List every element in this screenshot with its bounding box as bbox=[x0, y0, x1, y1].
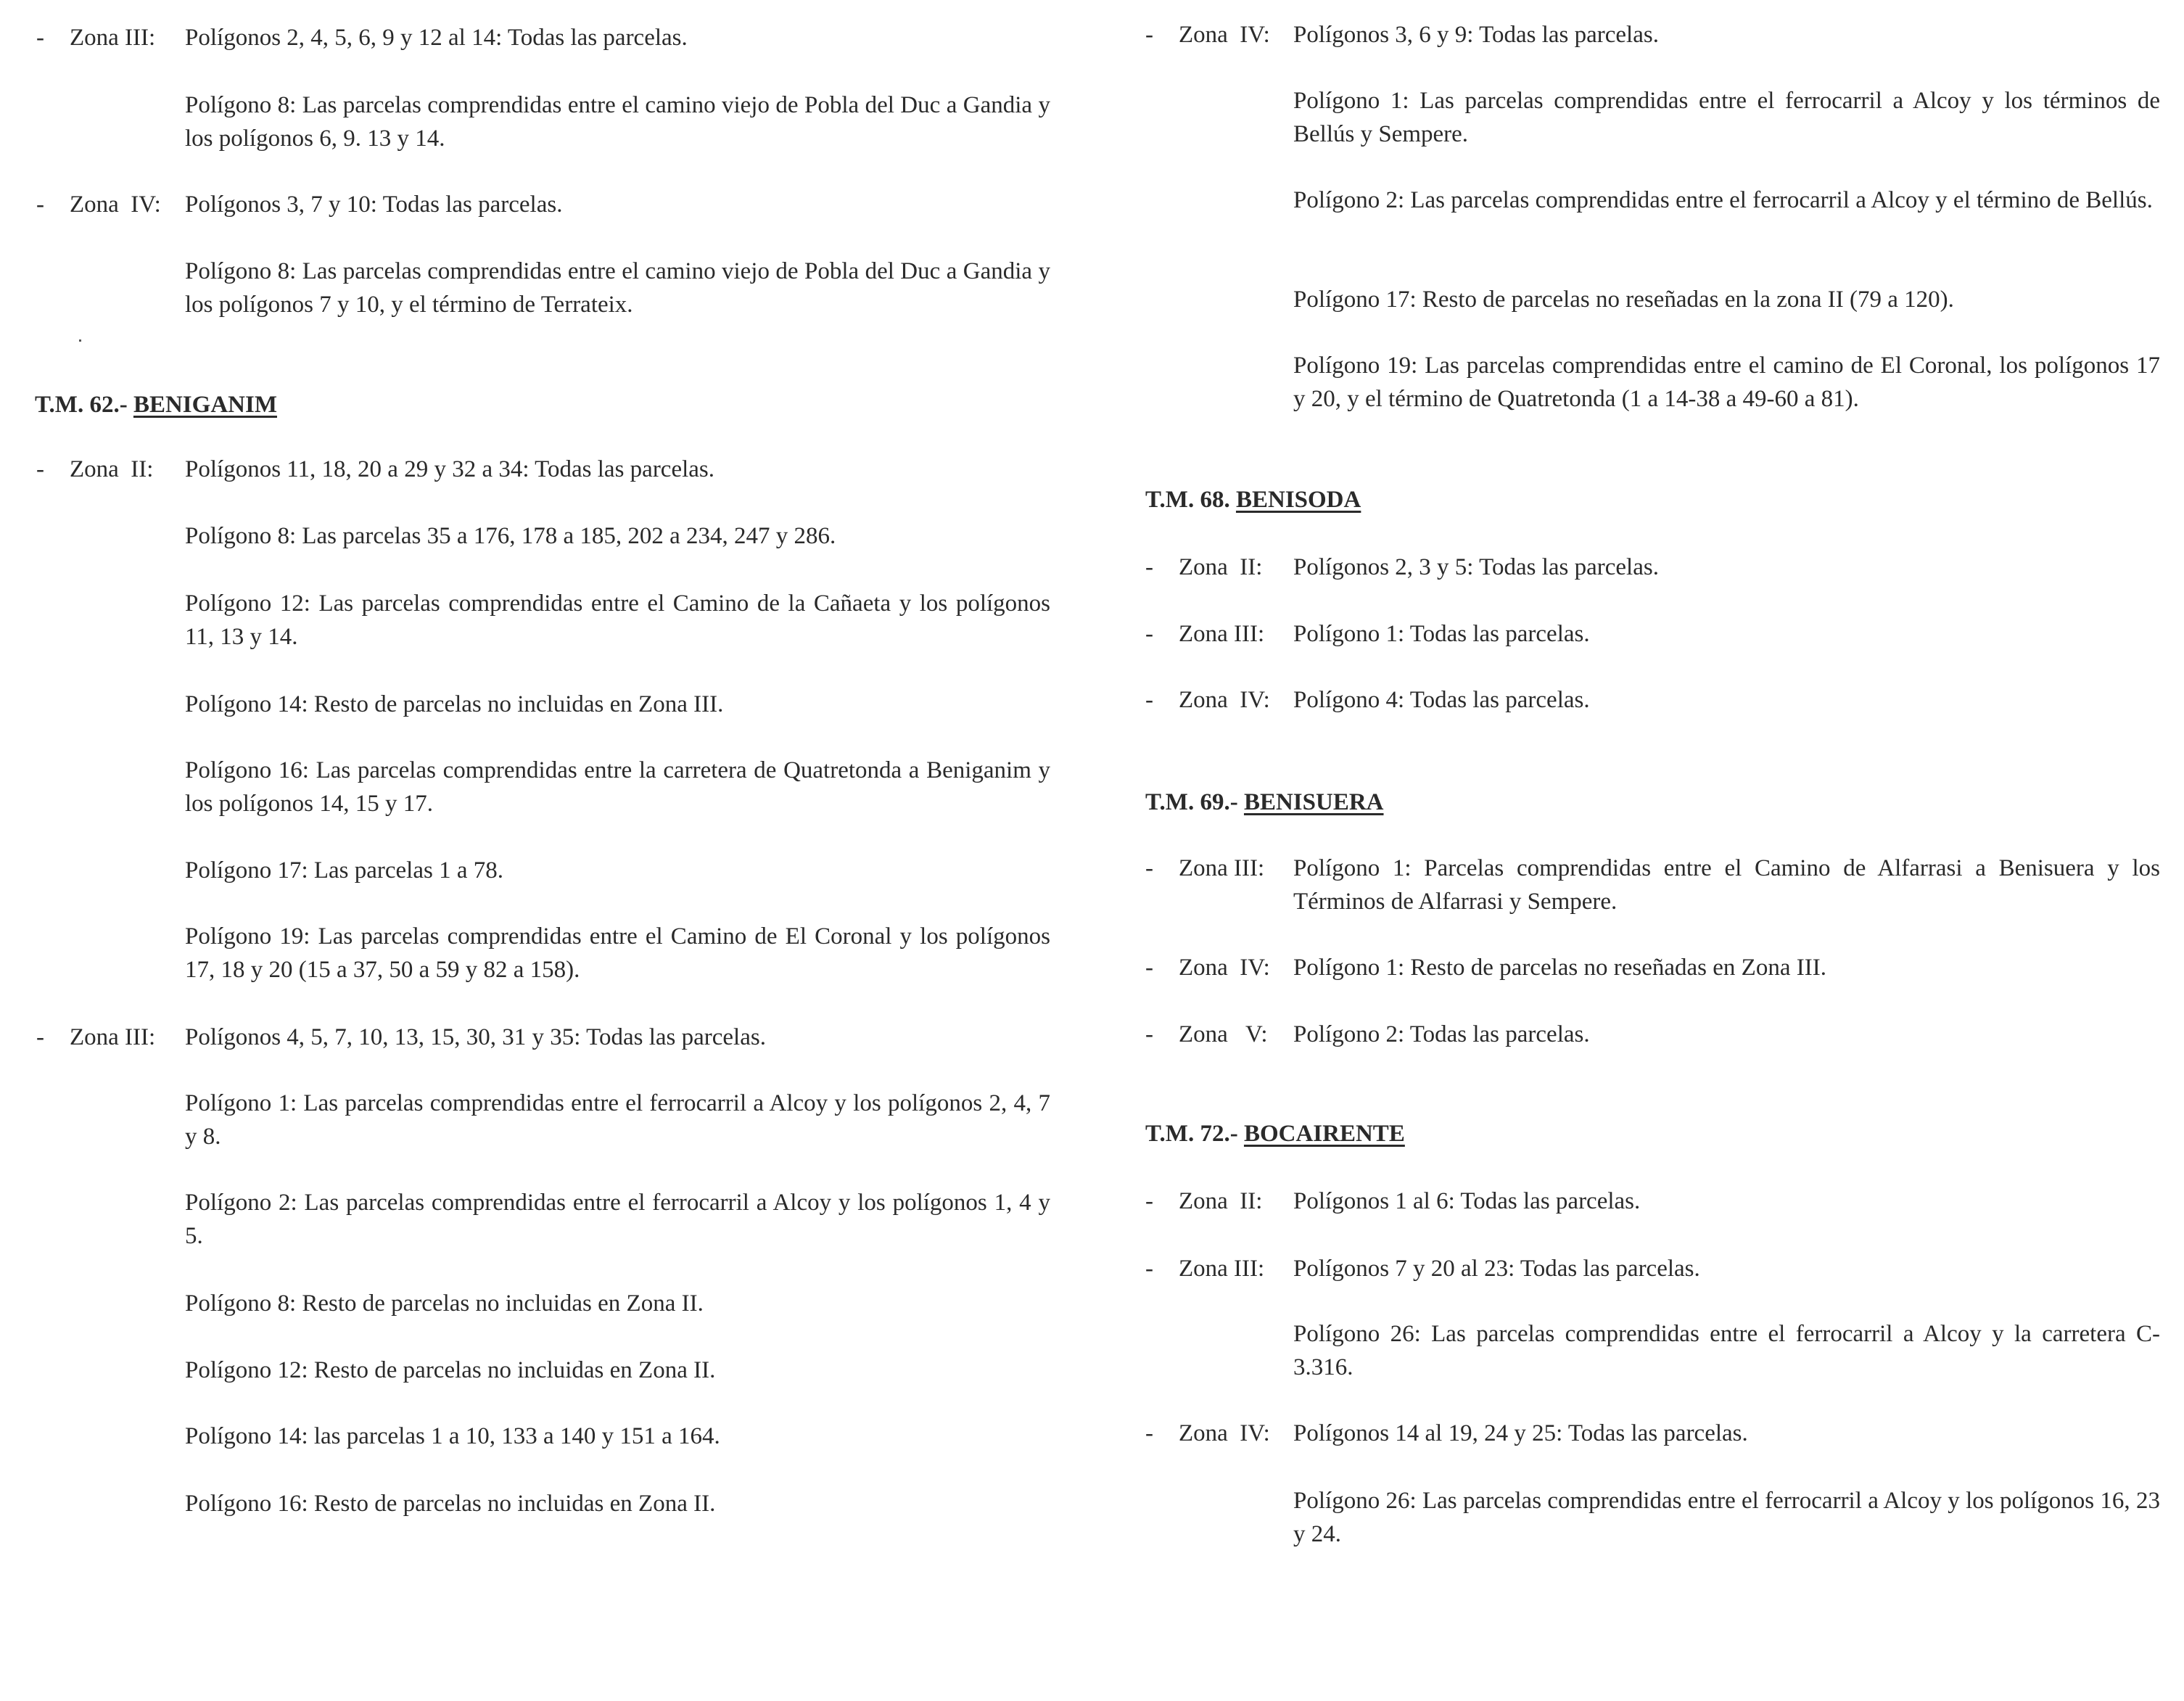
poligono-paragraph: Polígono 12: Las parcelas comprendidas entre el Camino de la Cañaeta y los polígonos 11, 13 y 14. bbox=[185, 590, 1050, 650]
section-heading bbox=[1145, 1117, 1405, 1150]
zona-label: Zona III: bbox=[1179, 1256, 1265, 1282]
heading-name: BENIGANIM bbox=[133, 392, 277, 418]
heading-name: BENISODA bbox=[1235, 487, 1361, 513]
poligono-paragraph: Polígono 16: Resto de parcelas no incluidas en Zona II. bbox=[185, 1491, 716, 1517]
heading-name: BENISUERA bbox=[1243, 789, 1384, 815]
dash: - bbox=[1145, 1188, 1153, 1214]
zona-row bbox=[0, 617, 2184, 651]
poligono-paragraph: Polígono 16: Las parcelas comprendidas entre la carretera de Quatretonda a Beniganim y los polígonos 14, 15 y 17. bbox=[185, 757, 1050, 817]
zona-row bbox=[0, 1185, 2184, 1218]
zona-text: Polígono 2: Todas las parcelas. bbox=[1293, 1021, 1590, 1047]
zona-text: Polígonos 3, 6 y 9: Todas las parcelas. bbox=[1293, 22, 1659, 48]
zona-row bbox=[0, 1417, 2184, 1450]
zona-label: Zona V: bbox=[1179, 1021, 1268, 1047]
zona-text: Polígonos 4, 5, 7, 10, 13, 15, 30, 31 y 35: Todas las parcelas. bbox=[185, 1024, 766, 1050]
zona-text: Polígonos 2, 4, 5, 6, 9 y 12 al 14: Todas las parcelas. bbox=[185, 25, 688, 51]
poligono-paragraph: Polígono 8: Resto de parcelas no incluidas en Zona II. bbox=[185, 1290, 704, 1317]
poligono-paragraph: Polígono 26: Las parcelas comprendidas entre el ferrocarril a Alcoy y la carretera C-3.316. bbox=[1293, 1321, 2160, 1380]
zona-row bbox=[0, 951, 2184, 984]
zona-text: Polígonos 7 y 20 al 23: Todas las parcelas. bbox=[1293, 1256, 1700, 1282]
zona-label: Zona III: bbox=[70, 25, 156, 51]
zona-row bbox=[0, 453, 2184, 486]
zona-label: Zona IV: bbox=[1179, 687, 1270, 713]
dash: - bbox=[36, 25, 44, 51]
zona-text: Polígonos 3, 7 y 10: Todas las parcelas. bbox=[185, 191, 563, 218]
poligono-paragraph: Polígono 8: Las parcelas comprendidas entre el camino viejo de Pobla del Duc a Gandia y los polígonos 7 y 10, y el término de Terrateix. bbox=[185, 258, 1050, 318]
poligono-paragraph: Polígono 12: Resto de parcelas no incluidas en Zona II. bbox=[185, 1357, 716, 1383]
zona-label: Zona III: bbox=[70, 1024, 156, 1050]
dash: - bbox=[1145, 1021, 1153, 1047]
heading-prefix: T.M. 68. bbox=[1145, 487, 1236, 513]
zona-label: Zona II: bbox=[1179, 1188, 1263, 1214]
dash: - bbox=[1145, 621, 1153, 647]
zona-row bbox=[0, 1252, 2184, 1285]
dash: - bbox=[1145, 1256, 1153, 1282]
zona-label: Zona IV: bbox=[70, 191, 161, 218]
zona-row bbox=[0, 551, 2184, 584]
zona-row bbox=[0, 18, 2184, 52]
poligono-paragraph: Polígono 14: las parcelas 1 a 10, 133 a 140 y 151 a 164. bbox=[185, 1423, 720, 1449]
heading-prefix: T.M. 72.- bbox=[1145, 1121, 1244, 1147]
dash: - bbox=[1145, 22, 1153, 48]
poligono-paragraph: Polígono 14: Resto de parcelas no incluidas en Zona III. bbox=[185, 691, 724, 717]
dash: - bbox=[36, 456, 44, 482]
poligono-paragraph: Polígono 2: Las parcelas comprendidas entre el ferrocarril a Alcoy y el término de Bellús. bbox=[1293, 187, 2153, 213]
dash: - bbox=[1145, 855, 1153, 881]
poligono-paragraph: Polígono 17: Resto de parcelas no reseñadas en la zona II (79 a 120). bbox=[1293, 287, 1954, 313]
zona-text: Polígonos 2, 3 y 5: Todas las parcelas. bbox=[1293, 554, 1659, 580]
heading-prefix: T.M. 62.- bbox=[35, 392, 133, 418]
zona-text: Polígono 1: Resto de parcelas no reseñadas en Zona III. bbox=[1293, 955, 1826, 981]
zona-label: Zona IV: bbox=[1179, 1420, 1270, 1446]
section-heading bbox=[35, 388, 277, 421]
dash: - bbox=[1145, 955, 1153, 981]
section-heading bbox=[1145, 786, 1384, 819]
zona-label: Zona III: bbox=[1179, 855, 1265, 881]
dash: - bbox=[36, 1024, 44, 1050]
zona-row bbox=[0, 1018, 2184, 1051]
poligono-paragraph: Polígono 19: Las parcelas comprendidas entre el Camino de El Coronal y los polígonos 17, 18 y 20 (15 a 37, 50 a 59 y 82 a 158). bbox=[185, 923, 1050, 983]
heading-name: BOCAIRENTE bbox=[1243, 1121, 1405, 1147]
dash: - bbox=[1145, 1420, 1153, 1446]
poligono-paragraph: Polígono 1: Las parcelas comprendidas entre el ferrocarril a Alcoy y los polígonos 2, 4, 7 y 8. bbox=[185, 1090, 1050, 1150]
zona-label: Zona II: bbox=[70, 456, 154, 482]
poligono-paragraph: Polígono 17: Las parcelas 1 a 78. bbox=[185, 857, 503, 884]
dash: - bbox=[36, 191, 44, 218]
scan-speck bbox=[79, 339, 81, 342]
zona-text: Polígono 4: Todas las parcelas. bbox=[1293, 687, 1590, 713]
section-heading bbox=[1145, 483, 1361, 516]
zona-label: Zona IV: bbox=[1179, 22, 1270, 48]
zona-text: Polígonos 1 al 6: Todas las parcelas. bbox=[1293, 1188, 1641, 1214]
poligono-paragraph: Polígono 1: Las parcelas comprendidas entre el ferrocarril a Alcoy y los términos de Bellús y Sempere. bbox=[1293, 88, 2160, 147]
poligono-paragraph: Polígono 8: Las parcelas 35 a 176, 178 a 185, 202 a 234, 247 y 286. bbox=[185, 523, 836, 549]
zona-row bbox=[0, 852, 2184, 915]
zona-text: Polígonos 14 al 19, 24 y 25: Todas las parcelas. bbox=[1293, 1420, 1748, 1446]
poligono-paragraph: Polígono 26: Las parcelas comprendidas entre el ferrocarril a Alcoy y los polígonos 16, 23 y 24. bbox=[1293, 1488, 2160, 1547]
poligono-paragraph: Polígono 19: Las parcelas comprendidas entre el camino de El Coronal, los polígonos 17 y 20, y el término de Quatretonda (1 a 14-38 a 49-60 a 81). bbox=[1293, 353, 2160, 412]
zona-label: Zona III: bbox=[1179, 621, 1265, 647]
poligono-paragraph: Polígono 8: Las parcelas comprendidas entre el camino viejo de Pobla del Duc a Gandia y los polígonos 6, 9. 13 y 14. bbox=[185, 92, 1050, 152]
poligono-paragraph: Polígono 2: Las parcelas comprendidas entre el ferrocarril a Alcoy y los polígonos 1, 4 y 5. bbox=[185, 1190, 1050, 1249]
zona-row bbox=[0, 683, 2184, 717]
zona-text: Polígono 1: Parcelas comprendidas entre el Camino de Alfarrasi a Benisuera y los Términos de Alfarrasi y Sempere. bbox=[1293, 855, 2160, 915]
zona-label: Zona IV: bbox=[1179, 955, 1270, 981]
zona-text: Polígonos 11, 18, 20 a 29 y 32 a 34: Todas las parcelas. bbox=[185, 456, 715, 482]
dash: - bbox=[1145, 687, 1153, 713]
zona-text: Polígono 1: Todas las parcelas. bbox=[1293, 621, 1590, 647]
dash: - bbox=[1145, 554, 1153, 580]
zona-label: Zona II: bbox=[1179, 554, 1263, 580]
heading-prefix: T.M. 69.- bbox=[1145, 789, 1244, 815]
